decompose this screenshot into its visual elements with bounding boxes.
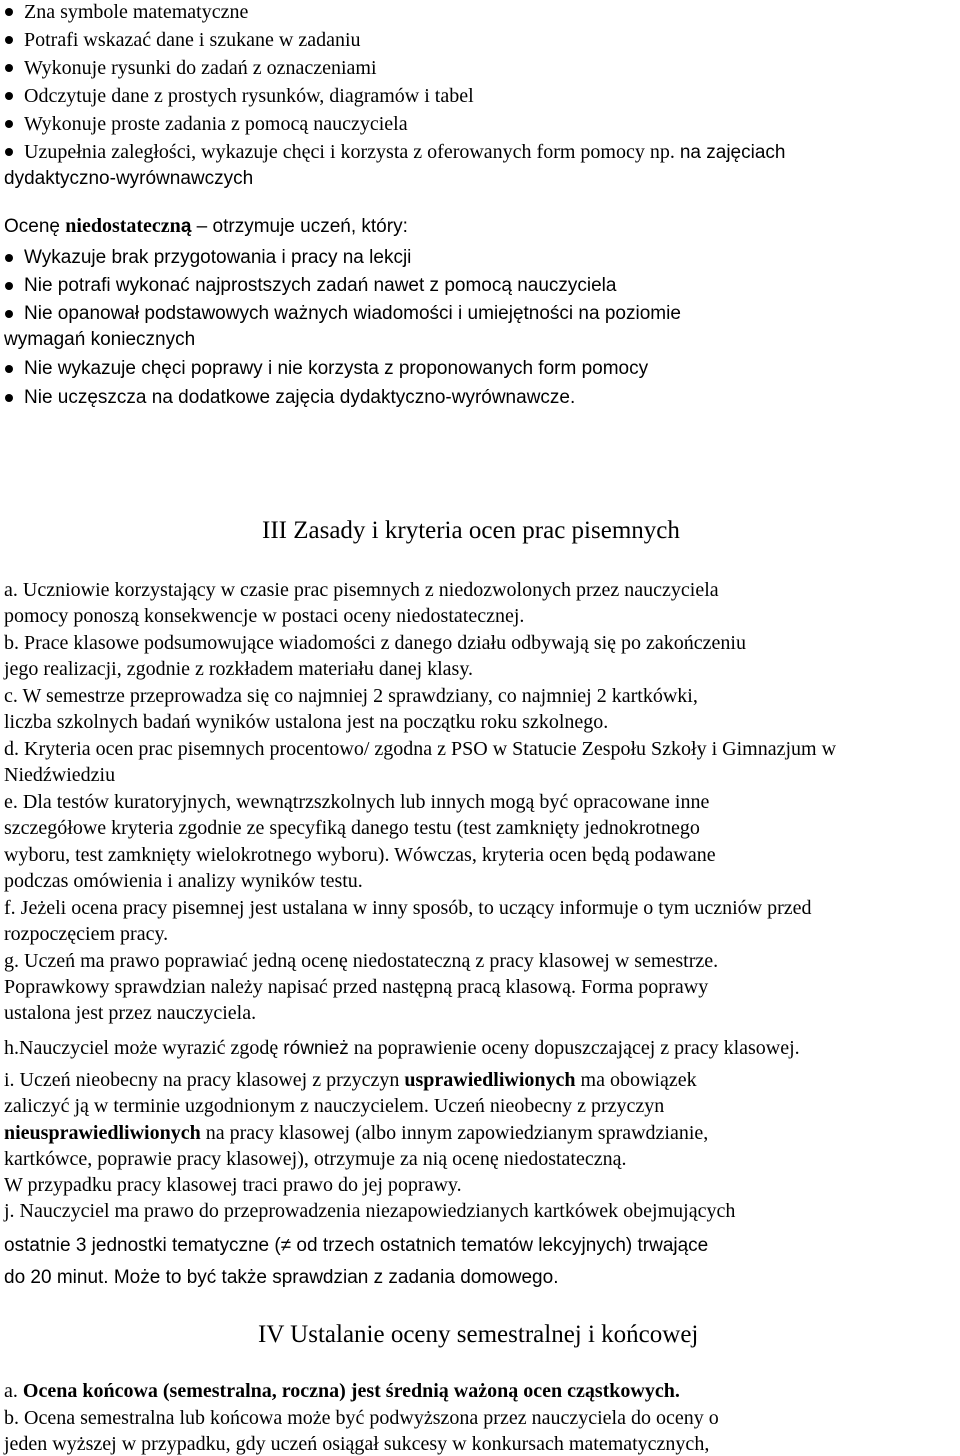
text-line: W przypadku pracy klasowej traci prawo do jej poprawy. (4, 1174, 462, 1196)
text-line: j. Nauczyciel ma prawo do przeprowadzenia niezapowiedzianych kartkówek obejmujących (4, 1200, 736, 1222)
list-item: Odczytuje dane z prostych rysunków, diagramów i tabel (24, 84, 474, 108)
text-line: wyboru, test zamknięty wielokrotnego wyboru). Wówczas, kryteria ocen będą podawane (4, 844, 716, 866)
text-line: liczba szkolnych badań wyników ustalona jest na początku roku szkolnego. (4, 711, 609, 733)
bullet-icon (5, 8, 13, 16)
bullet-icon (5, 36, 13, 44)
text-line: b. Prace klasowe podsumowujące wiadomości z danego działu odbywają się po zakończeniu (4, 632, 746, 654)
list-item: Nie potrafi wykonać najprostszych zadań nawet z pomocą nauczyciela (24, 274, 616, 298)
list-item: Wykonuje proste zadania z pomocą nauczyciela (24, 112, 408, 136)
text-line: g. Uczeń ma prawo poprawiać jedną ocenę niedostateczną z pracy klasowej w semestrze. (4, 950, 719, 972)
text-line: c. W semestrze przeprowadza się co najmniej 2 sprawdziany, co najmniej 2 kartkówki, (4, 685, 698, 707)
text-line: zaliczyć ją w terminie uzgodnionym z nauczycielem. Uczeń nieobecny z przyczyn (4, 1095, 665, 1117)
bullet-icon (5, 92, 13, 100)
text-line: Niedźwiedziu (4, 764, 116, 786)
text-line: Poprawkowy sprawdzian należy napisać przed następną pracą klasową. Forma poprawy (4, 976, 709, 998)
text-line: jeden wyższej w przypadku, gdy uczeń osiągał sukcesy w konkursach matematycznych, (4, 1433, 710, 1455)
text-line: pomocy ponoszą konsekwencje w postaci oceny niedostatecznej. (4, 605, 525, 627)
text-line: rozpoczęciem pracy. (4, 923, 169, 945)
bullet-icon (5, 254, 13, 262)
bullet-icon (5, 120, 13, 128)
text-line: f. Jeżeli ocena pracy pisemnej jest ustalana w inny sposób, to uczący informuje o tym uczniów przed (4, 897, 812, 919)
list-item: Zna symbole matematyczne (24, 0, 248, 24)
grade-heading: Ocenę niedostateczną – otrzymuje uczeń, który: (4, 215, 408, 237)
text-line: e. Dla testów kuratoryjnych, wewnątrzszkolnych lub innych mogą być opracowane inne (4, 791, 710, 813)
list-item-continuation: dydaktyczno-wyrównawczych (4, 168, 254, 189)
text-line: jego realizacji, zgodnie z rozkładem materiału danej klasy. (4, 658, 474, 680)
text-line: kartkówce, poprawie pracy klasowej), otrzymuje za nią ocenę niedostateczną. (4, 1148, 627, 1170)
text-line: do 20 minut. Może to być także sprawdzian z zadania domowego. (4, 1267, 559, 1288)
list-item: Nie wykazuje chęci poprawy i nie korzysta z proponowanych form pomocy (24, 357, 648, 381)
text-line: b. Ocena semestralna lub końcowa może być podwyższona przez nauczyciela do oceny o (4, 1407, 719, 1429)
list-item: Nie uczęszcza na dodatkowe zajęcia dydaktyczno-wyrównawcze. (24, 386, 575, 410)
text-line: i. Uczeń nieobecny na pracy klasowej z przyczyn usprawiedliwionych ma obowiązek (4, 1069, 697, 1091)
text-line: a. Uczniowie korzystający w czasie prac pisemnych z niedozwolonych przez nauczyciela (4, 579, 719, 601)
text-line: a. Ocena końcowa (semestralna, roczna) jest średnią ważoną ocen cząstkowych. (4, 1380, 680, 1402)
bullet-icon (5, 282, 13, 290)
text-line: d. Kryteria ocen prac pisemnych procentowo/ zgodna z PSO w Statucie Zespołu Szkoły i Gimnazjum w (4, 738, 837, 760)
text-line: szczegółowe kryteria zgodnie ze specyfiką danego testu (test zamknięty jednokrotnego (4, 817, 700, 839)
list-item: Uzupełnia zaległości, wykazuje chęci i korzysta z oferowanych form pomocy np. na zajęciach (24, 140, 785, 165)
list-item-continuation: wymagań koniecznych (4, 329, 196, 350)
list-item: Potrafi wskazać dane i szukane w zadaniu (24, 28, 361, 52)
bullet-icon (5, 310, 13, 318)
text-line: nieusprawiedliwionych na pracy klasowej (albo innym zapowiedzianym sprawdzianie, (4, 1122, 709, 1144)
bullet-icon (5, 365, 13, 373)
text-line: ustalona jest przez nauczyciela. (4, 1002, 257, 1024)
list-item: Nie opanował podstawowych ważnych wiadomości i umiejętności na poziomie (24, 302, 681, 326)
text-line: h.Nauczyciel może wyrazić zgodę również na poprawienie oceny dopuszczającej z pracy klasowej. (4, 1037, 800, 1059)
bullet-icon (5, 394, 13, 402)
bullet-icon (5, 64, 13, 72)
text-line: podczas omówienia i analizy wyników testu. (4, 870, 363, 892)
section-title: III Zasady i kryteria ocen prac pisemnych (262, 517, 680, 544)
section-title: IV Ustalanie oceny semestralnej i końcowej (258, 1321, 699, 1348)
bullet-icon (5, 148, 13, 156)
list-item: Wykonuje rysunki do zadań z oznaczeniami (24, 56, 377, 80)
list-item: Wykazuje brak przygotowania i pracy na lekcji (24, 246, 411, 270)
text-line: ostatnie 3 jednostki tematyczne (≠ od trzech ostatnich tematów lekcyjnych) trwające (4, 1235, 709, 1256)
